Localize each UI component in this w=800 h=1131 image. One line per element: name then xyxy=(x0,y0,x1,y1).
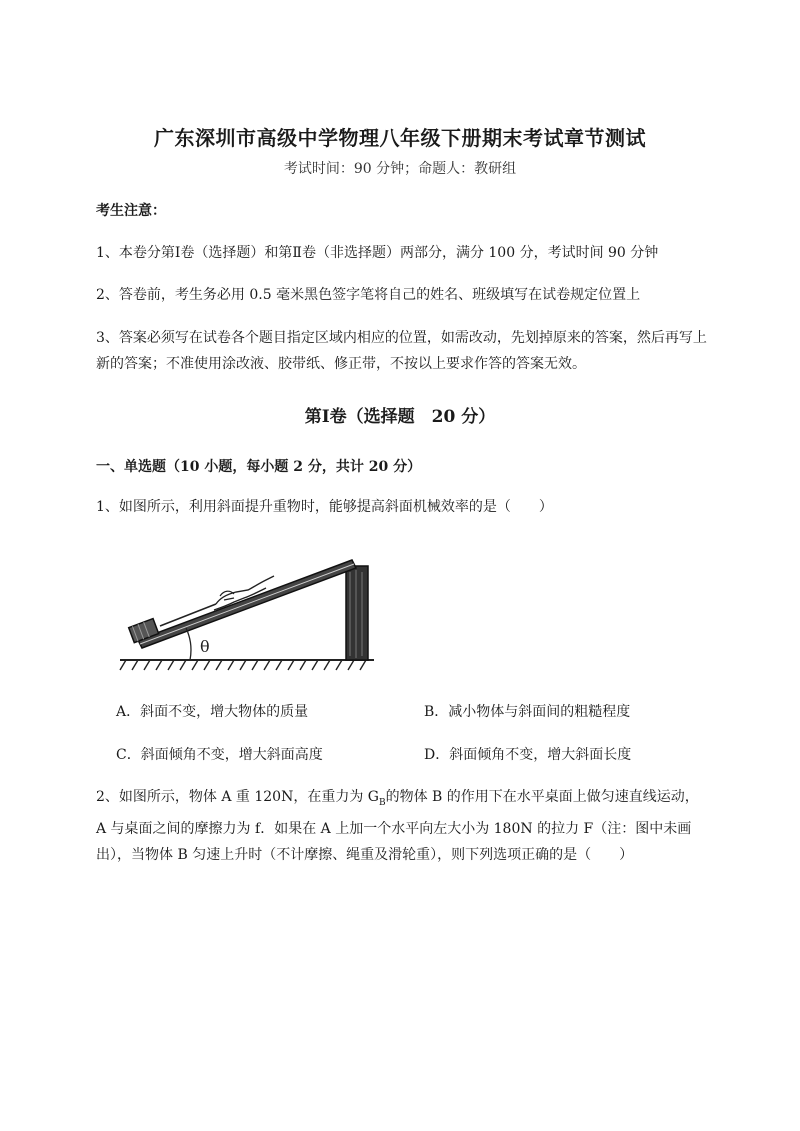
exam-info: 考试时间：90 分钟；命题人：教研组 xyxy=(283,161,517,177)
q2-stem-part1: 2、如图所示，物体 A 重 120N，在重力为 G xyxy=(96,789,379,805)
notice-item-1: 1、本卷分第Ⅰ卷（选择题）和第Ⅱ卷（非选择题）两部分，满分 100 分，考试时间 90 分钟 xyxy=(96,245,659,261)
notice-heading: 考生注意： xyxy=(96,203,166,219)
q1-option-b: B．减小物体与斜面间的粗糙程度 xyxy=(424,704,631,720)
part-heading: 一、单选题（10 小题，每小题 2 分，共计 20 分） xyxy=(96,459,422,475)
section-title: 第Ⅰ卷（选择题 20 分） xyxy=(304,407,496,427)
incline-figure xyxy=(116,540,380,674)
question-2-stem xyxy=(96,784,708,868)
angle-label: θ xyxy=(200,637,210,656)
support-pillar xyxy=(346,566,368,660)
q1-option-d: D．斜面倾角不变，增大斜面长度 xyxy=(424,747,632,763)
notice-item-3: 3、答案必须写在试卷各个题目指定区域内相应的位置，如需改动，先划掉原来的答案，然后再写上新的答案；不准使用涂改液、胶带纸、修正带，不按以上要求作答的答案无效。 xyxy=(96,330,707,372)
angle-arc xyxy=(186,628,191,660)
q2-stem-subscript: B xyxy=(378,797,386,808)
q2-stem-part2: 的物体 B 的作用下在水平桌面上做匀速直线运动，A 与桌面之间的摩擦力为 f．如果在 A 上加一个水平向左大小为 180N 的拉力 F（注：图中未画出），当物体 B 匀速上升时（不计摩擦、绳重及滑轮重），则下列选项正确的是（ ） xyxy=(96,789,699,863)
question-1-stem: 1、如图所示，利用斜面提升重物时，能够提高斜面机械效率的是（ ） xyxy=(96,499,553,515)
q1-option-a: A．斜面不变，增大物体的质量 xyxy=(116,704,309,720)
ground-hatch xyxy=(120,660,366,670)
notice-item-2: 2、答卷前，考生务必用 0.5 毫米黑色签字笔将自己的姓名、班级填写在试卷规定位置上 xyxy=(96,287,641,303)
board-highlight xyxy=(140,564,354,644)
q1-option-c: C．斜面倾角不变，增大斜面高度 xyxy=(116,747,323,763)
page-title: 广东深圳市高级中学物理八年级下册期末考试章节测试 xyxy=(154,126,646,150)
